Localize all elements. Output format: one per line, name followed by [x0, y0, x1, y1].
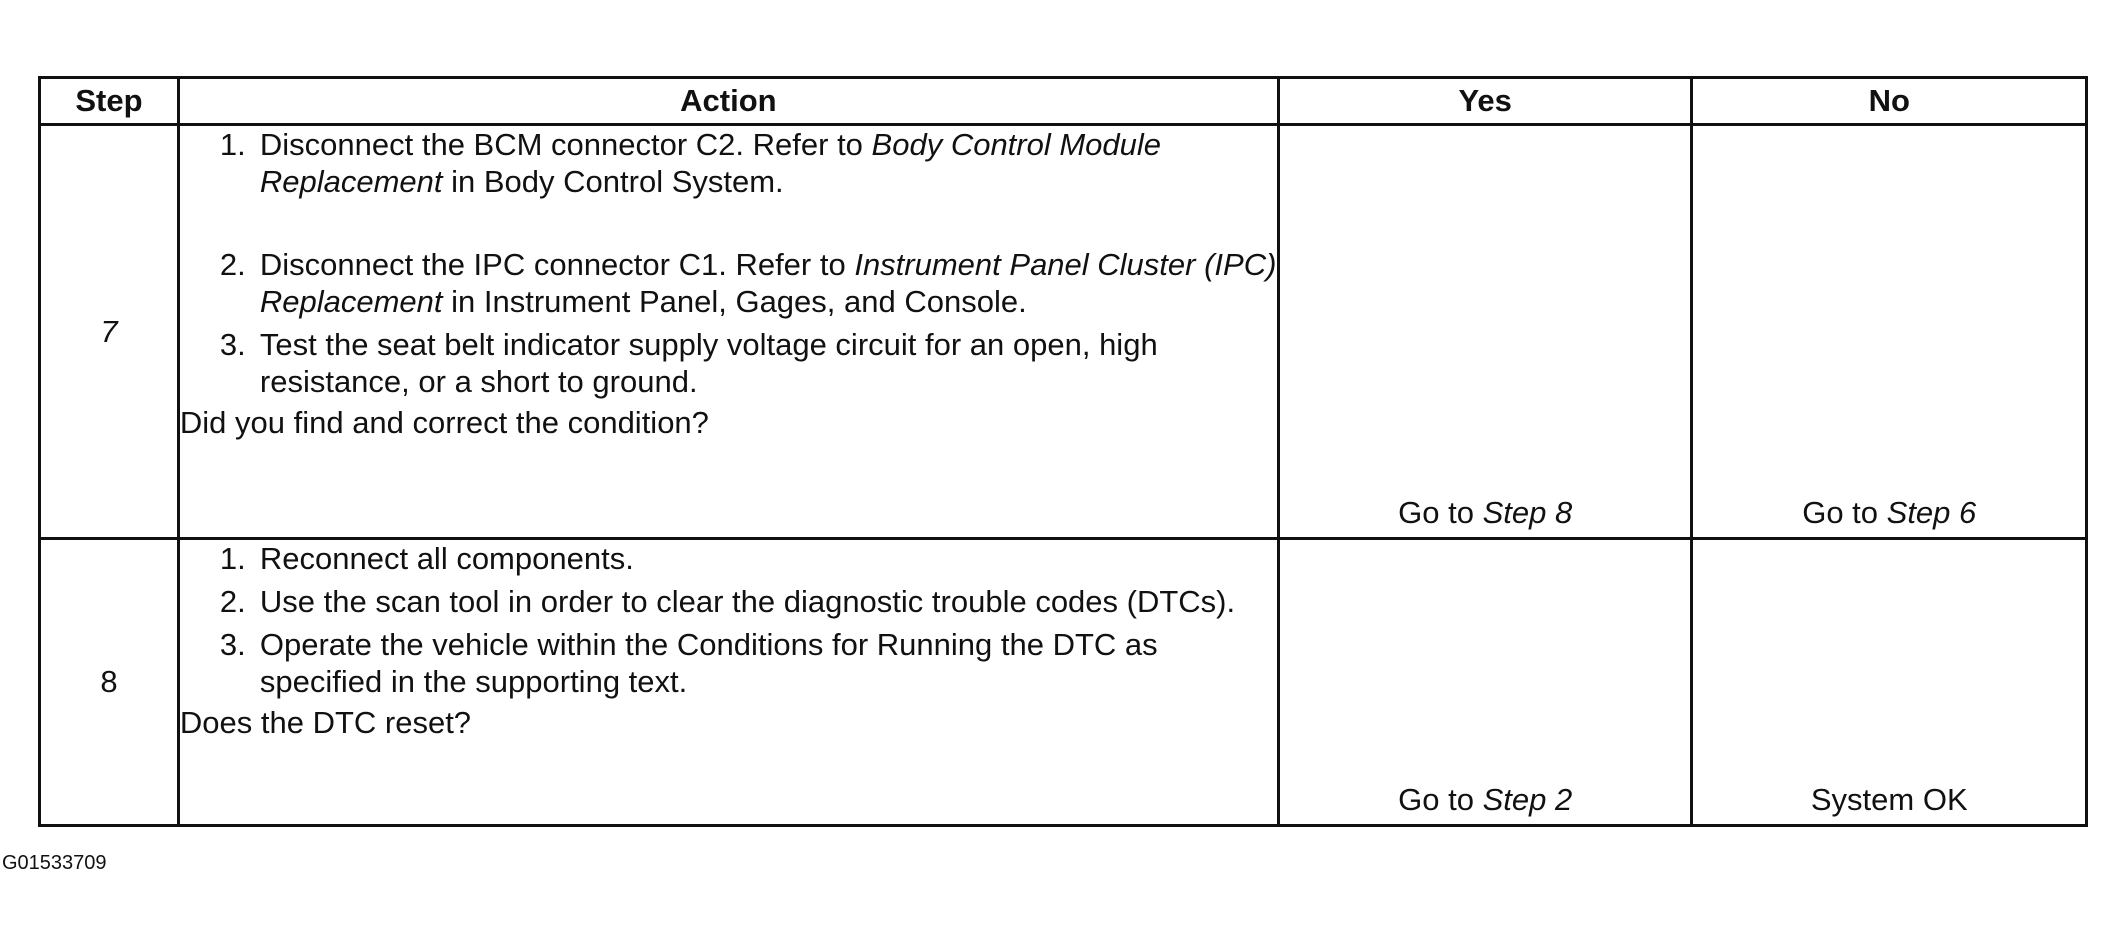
item-number: 2. — [219, 247, 246, 282]
table-row-step-7 — [40, 125, 2087, 539]
item-number: 1. — [219, 541, 246, 576]
item-text: Use the scan tool in order to clear the diagnostic trouble codes (DTCs). — [259, 584, 1236, 619]
no-cell — [1692, 125, 2087, 539]
diagnostic-table — [38, 76, 2088, 827]
item-text-suffix: in Instrument Panel, Gages, and Console. — [442, 284, 1027, 319]
list-item — [180, 626, 1277, 700]
header-step: Step — [40, 78, 179, 125]
list-item — [180, 246, 1277, 320]
item-text: Reconnect all components. — [259, 541, 634, 576]
item-reference: Body Control Module Replacement — [259, 127, 1162, 199]
step-number: 8 — [40, 539, 179, 826]
item-text: Test the seat belt indicator supply voltage circuit for an open, high resistance, or a short to ground. — [259, 327, 1158, 399]
action-list — [180, 126, 1277, 400]
header-row — [40, 78, 2087, 125]
item-reference: Instrument Panel Cluster (IPC) Replacement — [259, 247, 1277, 319]
step-number: 7 — [40, 125, 179, 539]
item-number: 2. — [219, 584, 246, 619]
no-cell — [1692, 539, 2087, 826]
list-item — [180, 540, 1277, 577]
list-item — [180, 126, 1277, 200]
action-list — [180, 540, 1277, 700]
figure-id: G01533709 — [2, 852, 107, 874]
yes-cell — [1278, 539, 1692, 826]
yes-prefix: Go to — [1398, 495, 1483, 530]
header-no: No — [1692, 78, 2087, 125]
yes-target: Step 2 — [1482, 782, 1573, 817]
list-item — [180, 583, 1277, 620]
table-row-step-8 — [40, 539, 2087, 826]
action-cell — [178, 125, 1278, 539]
list-item — [180, 326, 1277, 400]
no-target: Step 6 — [1886, 495, 1977, 530]
header-yes: Yes — [1278, 78, 1692, 125]
question-text: Did you find and correct the condition? — [179, 405, 709, 440]
no-prefix: Go to — [1802, 495, 1887, 530]
header-action: Action — [178, 78, 1278, 125]
item-text-suffix: in Body Control System. — [442, 164, 784, 199]
action-cell — [178, 539, 1278, 826]
item-number: 3. — [219, 627, 246, 662]
item-text: Operate the vehicle within the Conditions for Running the DTC as specified in the supporting text. — [259, 627, 1158, 699]
question-text: Does the DTC reset? — [179, 705, 472, 740]
no-text: System OK — [1810, 782, 1968, 817]
item-text: Disconnect the IPC connector C1. Refer to — [259, 247, 855, 282]
yes-cell — [1278, 125, 1692, 539]
item-number: 3. — [219, 327, 246, 362]
item-text: Disconnect the BCM connector C2. Refer to — [259, 127, 872, 162]
yes-target: Step 8 — [1482, 495, 1573, 530]
item-number: 1. — [219, 127, 246, 162]
yes-prefix: Go to — [1398, 782, 1483, 817]
